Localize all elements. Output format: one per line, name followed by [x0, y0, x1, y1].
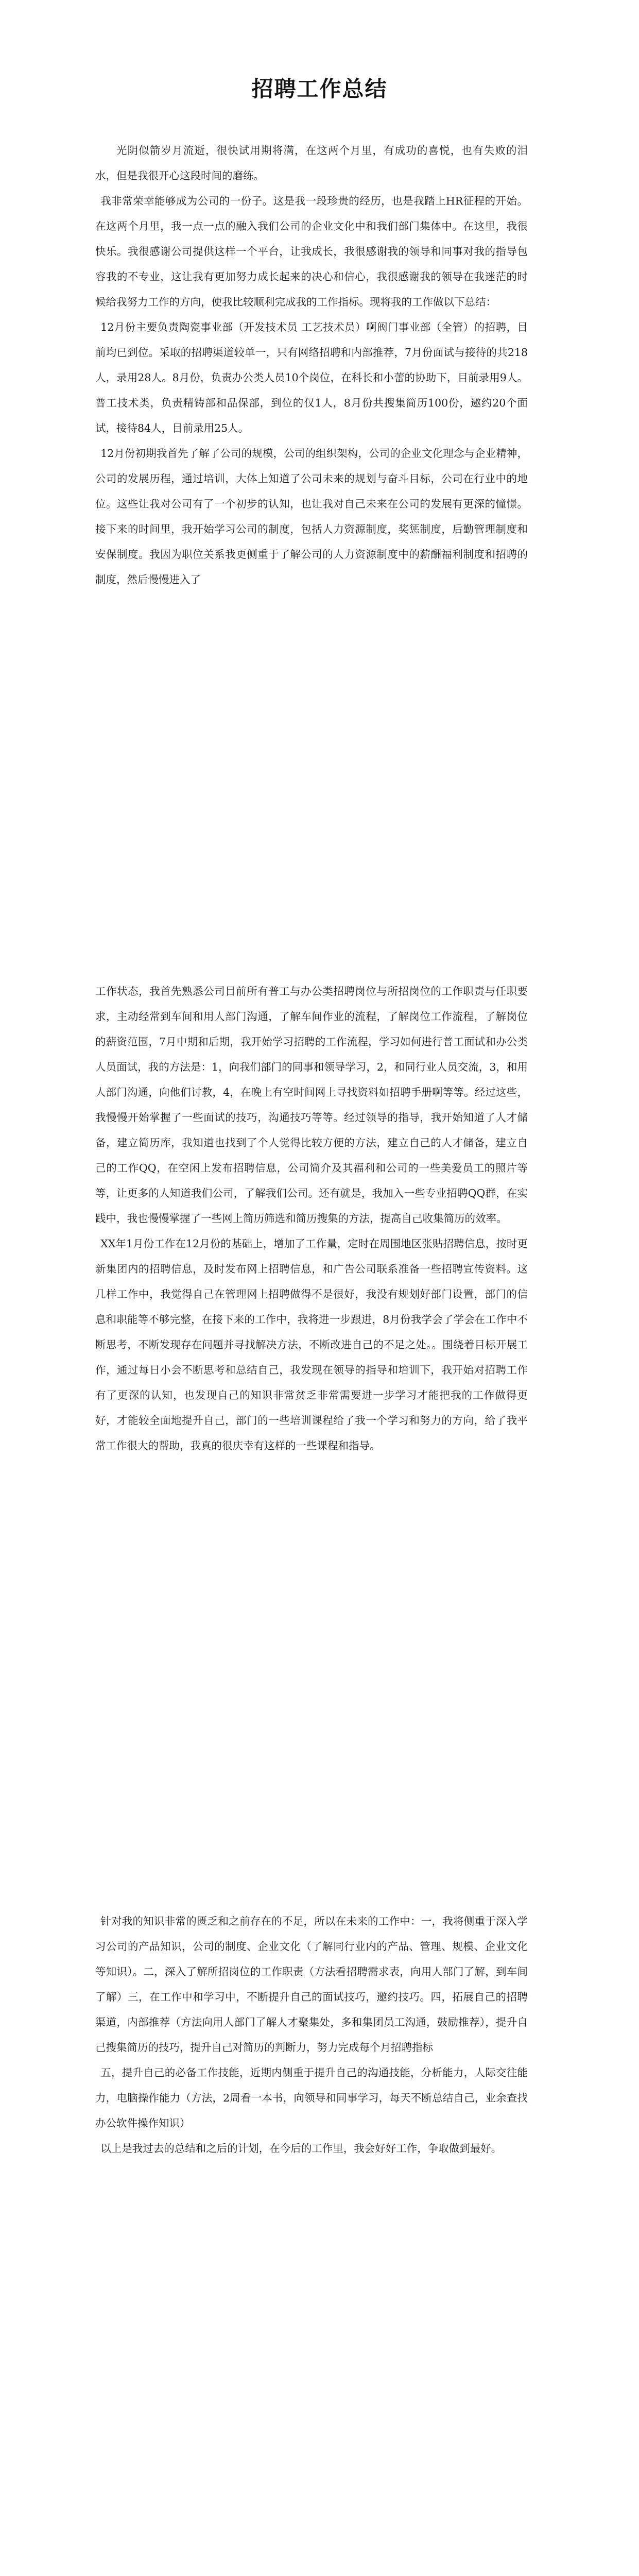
document-section-3	[95, 1909, 528, 2161]
paragraph-future-plan: 针对我的知识非常的匮乏和之前存在的不足，所以在未来的工作中：一，我将侧重于深入学习公司的产品知识，公司的制度、企业文化（了解同行业内的产品、管理、规模、企业文化等知识）。二，深入了解所招岗位的工作职责（方法看招聘需求表，向用人部门了解，到车间了解）三，在工作中和学习中，不断提升自己的面试技巧，邀约技巧。四，拓展自己的招聘渠道，内部推荐（方法向用人部门了解人才聚集处，多和集团员工沟通，鼓励推荐），提升自己搜集简历的技巧，提升自己对简历的判断力，努力完成每个月招聘指标	[95, 1915, 528, 2054]
paragraph-intro: 光阴似箭岁月流逝，很快试用期将满，在这两个月里，有成功的喜悦，也有失败的泪水，但是我很开心这段时间的磨练。	[95, 144, 528, 182]
page-title: 招聘工作总结	[251, 76, 388, 101]
paragraph-conclusion: 以上是我过去的总结和之后的计划，在今后的工作里，我会好好工作，争取做到最好。	[100, 2142, 502, 2155]
paragraph-january-work: XX年1月份工作在12月份的基础上，增加了工作量，定时在周围地区张贴招聘信息，按时更新集团内的招聘信息，及时发布网上招聘信息，和广告公司联系准备一些招聘宣传资料。这几样工作中，我觉得自己在管理网上招聘做得不是很好，我没有规划好部门设置，部门的信息和职能等不够完整，在接下来的工作中，我将进一步跟进，8月份我学会了学会在工作中不断思考，不断发现存在问题并寻找解决方法，不断改进自己的不足之处。。围绕着目标开展工作，通过每日小会不断思考和总结自己，我发现在领导的指导和培训下，我开始对招聘工作有了更深的认知，也发现自己的知识非常贫乏非常需要进一步学习才能把我的工作做得更好，才能较全面地提升自己，部门的一些培训课程给了我一个学习和努力的方向，给了我平常工作很大的帮助，我真的很庆幸有这样的一些课程和指导。	[95, 1238, 528, 1452]
paragraph-recruiting-stats: 12月份主要负责陶瓷事业部（开发技术员 工艺技术员）啊阀门事业部（全管）的招聘，目前均已到位。采取的招聘渠道较单一，只有网络招聘和内部推荐，7月份面试与接待的共218人，录用28人。8月份，负责办公类人员10个岗位，在科长和小蕾的协助下，目前录用9人。普工技术类，负责精铸部和品保部，到位的仅1人，8月份共搜集简历100份，邀约20个面试，接待84人，目前录用25人。	[95, 321, 528, 434]
paragraph-work-methods: 工作状态，我首先熟悉公司目前所有普工与办公类招聘岗位与所招岗位的工作职责与任职要求，主动经常到车间和用人部门沟通，了解车间作业的流程，了解岗位工作流程，了解岗位的薪资范围，7月中期和后期，我开始学习招聘的工作流程，学习如何进行普工面试和办公类人员面试，我的方法是：1，向我们部门的同事和领导学习，2，和同行业人员交流，3，和用人部门沟通，向他们讨教，4，在晚上有空时间网上寻找资料如招聘手册啊等等。经过这些，我慢慢开始掌握了一些面试的技巧，沟通技巧等等。经过领导的指导，我开始知道了人才储备，建立简历库，我知道也找到了个人觉得比较方便的方法，建立自己的人才储备，建立自己的工作QQ，在空闲上发布招聘信息，公司简介及其福利和公司的一些美爱员工的照片等等，让更多的人知道我们公司，了解我们公司。还有就是，我加入一些专业招聘QQ群，在实践中，我也慢慢掌握了一些网上简历筛选和简历搜集的方法，提高自己收集简历的效率。	[95, 985, 528, 1225]
paragraph-company-learning: 12月份初期我首先了解了公司的规模，公司的组织架构，公司的企业文化理念与企业精神，公司的发展历程，通过培训，大体上知道了公司未来的规划与奋斗目标，公司在行业中的地位。这些让我对公司有了一个初步的认知，也让我对自己未来在公司的发展有更深的憧憬。接下来的时间里，我开始学习公司的制度，包括人力资源制度，奖惩制度，后勤管理制度和安保制度。我因为职位关系我更侧重于了解公司的人力资源制度中的薪酬福利制度和招聘的制度，然后慢慢进入了	[95, 447, 528, 586]
document-section-1	[95, 138, 528, 592]
paragraph-skills-plan: 五，提升自己的必备工作技能，近期内侧重于提升自己的沟通技能，分析能力，人际交往能力，电脑操作能力（方法，2周看一本书，向领导和同事学习，每天不断总结自己，业余查找办公软件操作知识）	[95, 2066, 528, 2129]
paragraph-gratitude: 我非常荣幸能够成为公司的一份子。这是我一段珍贵的经历，也是我踏上HR征程的开始。在这两个月里，我一点一点的融入我们公司的企业文化中和我们部门集体中。在这里，我很快乐。我很感谢公司提供这样一个平台，让我成长，我很感谢我的领导和同事对我的指导包容我的不专业，这让我有更加努力成长起来的决心和信心，我很感谢我的领导在我迷茫的时候给我努力工作的方向，使我比较顺利完成我的工作指标。现将我的工作做以下总结：	[95, 195, 528, 308]
document-section-2	[95, 979, 528, 1459]
